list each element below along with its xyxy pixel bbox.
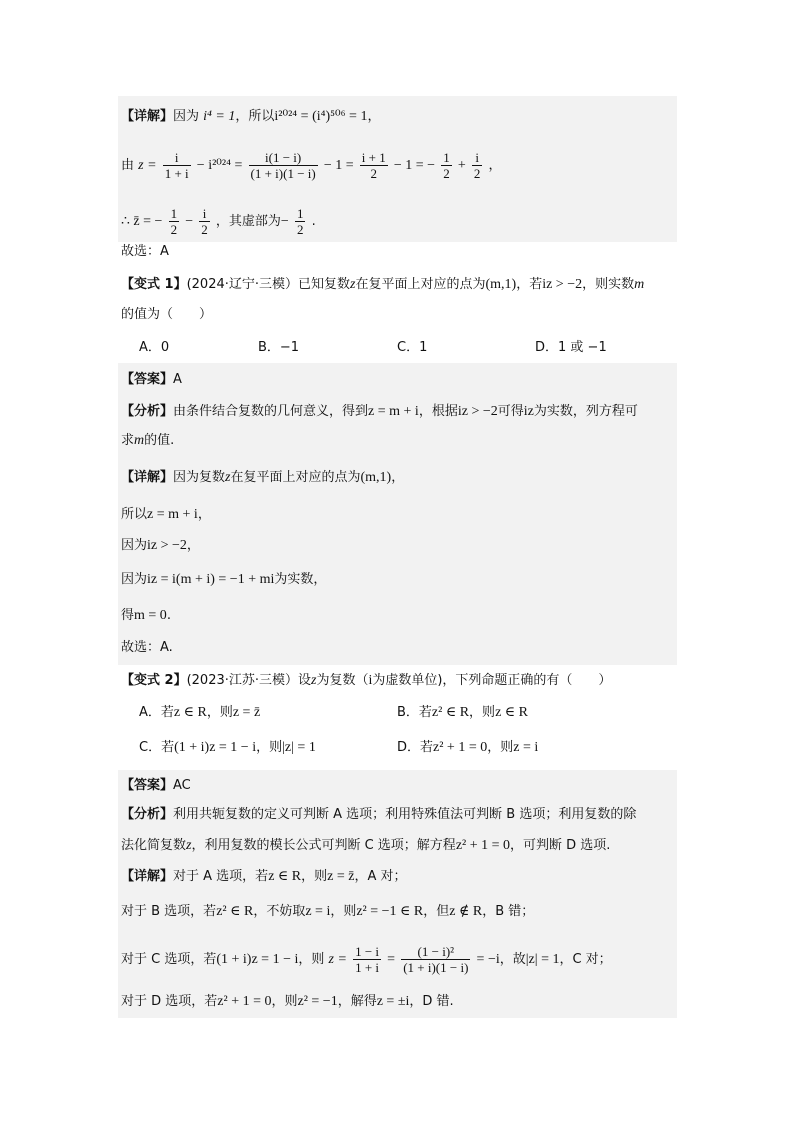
detail-2-line-3: 因为iz > −2， — [121, 538, 200, 553]
fraction: $\frac{i(1 - i)}{(1 + i)(1 - i)}$ — [250, 150, 316, 181]
option-a: A．若z ∈ R，则z = z̄ — [139, 705, 261, 720]
option-d: D．1 或 −1 — [535, 340, 607, 355]
option-b: B．若z² ∈ R，则z ∈ R — [397, 705, 528, 720]
detail-2-line-2: 所以z = m + i， — [121, 507, 211, 522]
answer-line-2: 故选：A. — [121, 640, 173, 655]
detail-2-line-1: 【详解】因为复数z在复平面上对应的点为(m,1)， — [121, 470, 405, 485]
detail-line-3: ∴ z̄ = − $\frac{1}{2}$ − $\frac{i}{2}$ ，其虚部为− $\frac{1}{2}$ . — [121, 206, 316, 237]
fraction: $\frac{1}{2}$ — [170, 206, 178, 237]
variant-2-question: 【变式 2】(2023·江苏·三模）设z为复数（i为虚数单位)，下列命题正确的有（ ） — [121, 673, 612, 688]
variant-label: 【变式 2】 — [121, 673, 187, 688]
analysis-1: 【分析】由条件结合复数的几何意义，得到z = m + i，根据iz > −2可得iz为实数，列方程可 — [121, 404, 638, 419]
detail-2-line-4: 因为iz = i(m + i) = −1 + mi为实数， — [121, 572, 327, 587]
option-a: A．0 — [139, 340, 170, 355]
fraction: $\frac{1}{2}$ — [443, 150, 450, 181]
analysis-1-cont: 求m的值. — [121, 433, 175, 448]
answer-2: 【答案】AC — [121, 778, 191, 793]
detail-line-2: 由 z = $\frac{i}{1 + i}$ − i²⁰²⁴ = $\frac{i(1 - i)}{(1 + i)(1 - i)}$ − 1 = $\frac{i + 1}{2}$ − 1 = − $\frac{1}{2}$ + $\frac{i}{2}$ ， — [121, 150, 502, 181]
detail-2-line-5: 得m = 0. — [121, 608, 171, 623]
detail-3-line-1: 【详解】对于 A 选项，若z ∈ R，则z = z̄，A 对； — [121, 869, 407, 884]
detail-3-line-4: 对于 D 选项，若z² + 1 = 0，则z² = −1，解得z = ±i，D 错. — [121, 994, 454, 1009]
option-c: C．若(1 + i)z = 1 − i，则|z| = 1 — [139, 740, 316, 755]
detail-3-line-3: 对于 C 选项，若(1 + i)z = 1 − i，则 z = $\frac{1 - i}{1 + i}$ = $\frac{\text{(1 − i)²}}{(1 + i)(1 - i)}$ = −i，故|z| = 1，C 对； — [121, 944, 612, 975]
detail-line-1: 【详解】因为 i⁴ = 1，所以i²⁰²⁴ = (i⁴)⁵⁰⁶ = 1， — [121, 109, 381, 124]
fraction: $\frac{i}{2}$ — [201, 206, 208, 237]
variant-label: 【变式 1】 — [121, 277, 187, 292]
detail-3-line-2: 对于 B 选项，若z² ∈ R，不妨取z = i，则z² = −1 ∈ R，但z ∉ R，B 错； — [121, 904, 535, 919]
fraction: $\frac{1 - i}{1 + i}$ — [355, 944, 380, 975]
analysis-2: 【分析】利用共轭复数的定义可判断 A 选项；利用特殊值法可判断 B 选项；利用复数的除 — [121, 807, 637, 822]
fraction: $\frac{1}{2}$ — [296, 206, 304, 237]
analysis-2-cont: 法化简复数z，利用复数的模长公式可判断 C 选项；解方程z² + 1 = 0，可判断 D 选项. — [121, 838, 611, 853]
option-c: C．1 — [397, 340, 428, 355]
fraction: $\frac{\text{(1 − i)²}}{(1 + i)(1 - i)}$ — [403, 944, 469, 975]
answer-1: 【答案】A — [121, 372, 182, 387]
fraction: $\frac{i + 1}{2}$ — [361, 150, 386, 181]
option-b: B．−1 — [258, 340, 300, 355]
fraction: $\frac{i}{2}$ — [473, 150, 481, 181]
detail-label: 【详解】 — [121, 109, 174, 124]
answer-line-1: 故选：A — [121, 244, 169, 259]
variant-1-question: 【变式 1】(2024·辽宁·三模）已知复数z在复平面上对应的点为(m,1)，若iz > −2，则实数m — [121, 277, 645, 292]
fraction: $\frac{i}{1 + i}$ — [164, 150, 189, 181]
variant-1-question-cont: 的值为（ ） — [121, 307, 213, 322]
option-d: D．若z² + 1 = 0，则z = i — [397, 740, 539, 755]
